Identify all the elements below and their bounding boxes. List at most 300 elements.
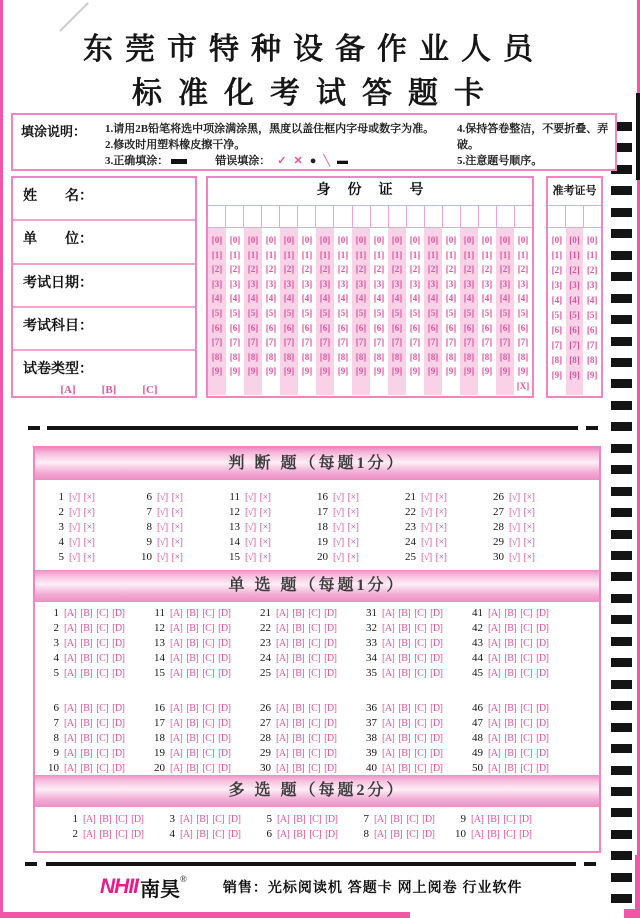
digit-bubble[interactable]: [4] [319,293,331,304]
answer-bubble[interactable]: [B] [80,748,93,759]
answer-bubble[interactable]: [D] [112,623,125,634]
answer-bubble[interactable]: [√] [421,492,432,503]
digit-bubble[interactable]: [9] [229,366,241,377]
digit-bubble[interactable]: [6] [319,322,331,333]
answer-bubble[interactable]: [B] [390,814,403,825]
digit-bubble[interactable]: [5] [229,307,241,318]
answer-bubble[interactable]: [×] [347,537,359,548]
digit-bubble[interactable]: [5] [427,307,439,318]
digit-bubble[interactable]: [1] [463,249,475,260]
digit-bubble[interactable]: [2] [301,264,313,275]
answer-bubble[interactable]: [C] [414,608,427,619]
answer-bubble[interactable]: [A] [488,733,501,744]
digit-bubble[interactable]: [8] [463,351,475,362]
digit-bubble[interactable]: [2] [265,264,277,275]
digit-bubble[interactable]: [5] [337,307,349,318]
answer-bubble[interactable]: [D] [324,748,337,759]
digit-bubble[interactable]: [9] [319,366,331,377]
answer-bubble[interactable]: [A] [488,718,501,729]
answer-bubble[interactable]: [C] [414,733,427,744]
id-write-cell[interactable] [208,206,225,227]
answer-bubble[interactable]: [√] [157,507,168,518]
digit-bubble[interactable]: [9] [445,366,457,377]
answer-bubble[interactable]: [C] [308,638,321,649]
answer-bubble[interactable]: [A] [277,814,290,825]
id-write-cell[interactable] [460,206,478,227]
answer-bubble[interactable]: [B] [292,718,305,729]
digit-bubble[interactable]: [6] [301,322,313,333]
answer-bubble[interactable]: [A] [83,829,96,840]
digit-bubble[interactable]: [6] [211,322,223,333]
digit-bubble[interactable]: [8] [551,355,563,365]
answer-bubble[interactable]: [D] [519,814,532,825]
answer-bubble[interactable]: [D] [536,748,549,759]
digit-bubble[interactable]: [5] [283,307,295,318]
digit-bubble[interactable]: [5] [247,307,259,318]
digit-bubble[interactable]: [8] [283,351,295,362]
digit-bubble[interactable]: [7] [551,340,563,350]
digit-bubble[interactable]: [3] [373,278,385,289]
digit-bubble[interactable]: [1] [586,250,598,260]
digit-bubble[interactable]: [2] [229,264,241,275]
digit-bubble[interactable]: [9] [481,366,493,377]
answer-bubble[interactable]: [√] [509,492,520,503]
answer-bubble[interactable]: [D] [430,623,443,634]
digit-bubble[interactable]: [2] [517,264,529,275]
answer-bubble[interactable]: [B] [487,829,500,840]
answer-bubble[interactable]: [D] [536,763,549,774]
answer-bubble[interactable]: [D] [430,638,443,649]
digit-bubble[interactable]: [7] [337,337,349,348]
answer-bubble[interactable]: [A] [170,718,183,729]
answer-bubble[interactable]: [D] [422,829,435,840]
answer-bubble[interactable]: [D] [218,623,231,634]
digit-bubble[interactable]: [1] [265,249,277,260]
answer-bubble[interactable]: [√] [245,552,256,563]
answer-bubble[interactable]: [A] [382,638,395,649]
digit-bubble[interactable]: [3] [569,280,580,290]
answer-bubble[interactable]: [D] [325,829,338,840]
answer-bubble[interactable]: [D] [112,718,125,729]
digit-bubble[interactable]: [5] [391,307,403,318]
answer-bubble[interactable]: [×] [83,552,95,563]
answer-bubble[interactable]: [A] [64,748,77,759]
digit-bubble[interactable]: [3] [265,278,277,289]
digit-bubble[interactable]: [7] [499,337,511,348]
digit-bubble[interactable]: [8] [355,351,367,362]
answer-bubble[interactable]: [B] [186,703,199,714]
answer-bubble[interactable]: [D] [112,748,125,759]
answer-bubble[interactable]: [B] [398,608,411,619]
answer-bubble[interactable]: [D] [324,623,337,634]
answer-bubble[interactable]: [C] [414,653,427,664]
answer-bubble[interactable]: [A] [180,829,193,840]
answer-bubble[interactable]: [A] [374,814,387,825]
digit-bubble[interactable]: [0] [499,235,511,245]
answer-bubble[interactable]: [×] [435,492,447,503]
digit-bubble[interactable]: [7] [301,337,313,348]
digit-bubble[interactable]: [5] [265,307,277,318]
answer-bubble[interactable]: [C] [96,763,109,774]
id-write-cell[interactable] [261,206,279,227]
answer-bubble[interactable]: [D] [218,703,231,714]
digit-bubble[interactable]: [1] [229,249,241,260]
answer-bubble[interactable]: [√] [421,507,432,518]
digit-bubble[interactable]: [1] [427,249,439,260]
digit-bubble[interactable]: [1] [247,249,259,260]
answer-bubble[interactable]: [A] [488,623,501,634]
answer-bubble[interactable]: [D] [218,763,231,774]
answer-bubble[interactable]: [D] [218,668,231,679]
digit-bubble[interactable]: [6] [283,322,295,333]
answer-bubble[interactable]: [D] [218,653,231,664]
answer-bubble[interactable]: [A] [276,733,289,744]
digit-bubble[interactable]: [9] [211,366,223,377]
answer-bubble[interactable]: [√] [245,522,256,533]
digit-bubble[interactable]: [3] [586,280,598,290]
digit-bubble[interactable]: [9] [551,370,563,380]
answer-bubble[interactable]: [A] [471,829,484,840]
answer-bubble[interactable]: [A] [170,638,183,649]
digit-bubble[interactable]: [6] [551,325,563,335]
digit-bubble[interactable]: [7] [211,337,223,348]
digit-bubble[interactable]: [9] [409,366,421,377]
digit-bubble[interactable]: [3] [481,278,493,289]
answer-bubble[interactable]: [A] [64,668,77,679]
digit-bubble[interactable]: [5] [481,307,493,318]
digit-bubble[interactable]: [4] [586,295,598,305]
answer-bubble[interactable]: [B] [80,623,93,634]
paper-type-bubble[interactable]: [B] [101,384,117,396]
answer-bubble[interactable]: [×] [259,507,271,518]
digit-bubble[interactable]: [8] [301,351,313,362]
answer-bubble[interactable]: [B] [398,763,411,774]
digit-bubble[interactable]: [3] [517,278,529,289]
answer-bubble[interactable]: [×] [523,537,535,548]
digit-bubble[interactable]: [0] [551,235,563,245]
digit-bubble[interactable]: [7] [355,337,367,348]
digit-bubble[interactable]: [2] [427,264,439,275]
answer-bubble[interactable]: [B] [292,703,305,714]
digit-bubble[interactable]: [6] [586,325,598,335]
digit-bubble[interactable]: [1] [569,250,580,260]
digit-bubble[interactable]: [1] [373,249,385,260]
answer-bubble[interactable]: [A] [170,703,183,714]
answer-bubble[interactable]: [B] [196,814,209,825]
answer-bubble[interactable]: [×] [523,492,535,503]
digit-bubble[interactable]: [7] [391,337,403,348]
answer-bubble[interactable]: [C] [202,638,215,649]
answer-bubble[interactable]: [√] [333,492,344,503]
answer-bubble[interactable]: [×] [523,552,535,563]
answer-bubble[interactable]: [C] [406,814,419,825]
digit-bubble[interactable]: [7] [481,337,493,348]
answer-bubble[interactable]: [√] [333,507,344,518]
answer-bubble[interactable]: [C] [202,703,215,714]
digit-bubble[interactable]: [1] [481,249,493,260]
answer-bubble[interactable]: [A] [276,608,289,619]
digit-bubble[interactable]: [8] [499,351,511,362]
answer-bubble[interactable]: [×] [435,507,447,518]
digit-bubble[interactable]: [6] [517,322,529,333]
digit-bubble[interactable]: [9] [391,366,403,377]
id-write-cell[interactable] [370,206,388,227]
digit-bubble[interactable]: [6] [391,322,403,333]
answer-bubble[interactable]: [A] [382,763,395,774]
answer-bubble[interactable]: [A] [382,703,395,714]
answer-bubble[interactable]: [C] [96,623,109,634]
digit-bubble[interactable]: [4] [409,293,421,304]
answer-bubble[interactable]: [A] [382,748,395,759]
answer-bubble[interactable]: [√] [421,522,432,533]
answer-bubble[interactable]: [B] [196,829,209,840]
answer-bubble[interactable]: [C] [202,668,215,679]
answer-bubble[interactable]: [B] [504,733,517,744]
answer-bubble[interactable]: [A] [276,623,289,634]
digit-bubble[interactable]: [9] [463,366,475,377]
answer-bubble[interactable]: [B] [504,763,517,774]
answer-bubble[interactable]: [B] [80,608,93,619]
answer-bubble[interactable]: [B] [292,638,305,649]
digit-bubble[interactable]: [0] [265,235,277,245]
answer-bubble[interactable]: [B] [293,829,306,840]
answer-bubble[interactable]: [C] [96,653,109,664]
answer-bubble[interactable]: [C] [503,814,516,825]
digit-bubble[interactable]: [3] [229,278,241,289]
answer-bubble[interactable]: [D] [228,814,241,825]
answer-bubble[interactable]: [B] [80,733,93,744]
answer-bubble[interactable]: [B] [292,763,305,774]
digit-bubble[interactable]: [1] [283,249,295,260]
digit-bubble[interactable]: [8] [373,351,385,362]
answer-bubble[interactable]: [B] [186,638,199,649]
digit-bubble[interactable]: [2] [373,264,385,275]
digit-bubble[interactable]: [3] [337,278,349,289]
digit-bubble[interactable]: [1] [499,249,511,260]
digit-bubble[interactable]: [4] [445,293,457,304]
answer-bubble[interactable]: [D] [324,608,337,619]
digit-bubble[interactable]: [1] [517,249,529,260]
answer-bubble[interactable]: [B] [398,623,411,634]
answer-bubble[interactable]: [D] [536,718,549,729]
answer-bubble[interactable]: [×] [171,522,183,533]
answer-bubble[interactable]: [D] [112,653,125,664]
answer-bubble[interactable]: [B] [292,623,305,634]
answer-bubble[interactable]: [×] [347,492,359,503]
digit-bubble[interactable]: [2] [247,264,259,275]
answer-bubble[interactable]: [A] [170,733,183,744]
digit-bubble[interactable]: [6] [445,322,457,333]
answer-bubble[interactable]: [C] [520,718,533,729]
digit-bubble[interactable]: [8] [586,355,598,365]
answer-bubble[interactable]: [D] [218,718,231,729]
answer-bubble[interactable]: [C] [520,733,533,744]
answer-bubble[interactable]: [×] [83,507,95,518]
answer-bubble[interactable]: [D] [430,653,443,664]
answer-bubble[interactable]: [C] [520,703,533,714]
digit-bubble[interactable]: [3] [409,278,421,289]
answer-bubble[interactable]: [D] [430,718,443,729]
answer-bubble[interactable]: [B] [292,653,305,664]
digit-bubble[interactable]: [0] [409,235,421,245]
digit-bubble[interactable]: [9] [247,366,259,377]
id-write-cell[interactable] [297,206,315,227]
answer-bubble[interactable]: [B] [390,829,403,840]
digit-bubble[interactable]: [7] [283,337,295,348]
id-write-cell[interactable] [388,206,406,227]
answer-bubble[interactable]: [A] [488,608,501,619]
digit-bubble[interactable]: [8] [247,351,259,362]
answer-bubble[interactable]: [C] [414,703,427,714]
answer-bubble[interactable]: [D] [324,718,337,729]
answer-bubble[interactable]: [C] [308,748,321,759]
digit-bubble[interactable]: [5] [463,307,475,318]
digit-bubble[interactable]: [6] [499,322,511,333]
digit-bubble[interactable]: [0] [301,235,313,245]
id-write-cell[interactable] [424,206,442,227]
answer-bubble[interactable]: [A] [277,829,290,840]
digit-bubble[interactable]: [7] [427,337,439,348]
answer-bubble[interactable]: [B] [186,763,199,774]
digit-bubble[interactable]: [1] [301,249,313,260]
answer-bubble[interactable]: [×] [259,537,271,548]
digit-bubble[interactable]: [9] [301,366,313,377]
answer-bubble[interactable]: [C] [96,748,109,759]
digit-bubble[interactable]: [8] [211,351,223,362]
id-write-cell[interactable] [279,206,297,227]
digit-bubble[interactable]: [9] [569,370,580,380]
answer-bubble[interactable]: [C] [202,718,215,729]
id-write-cell[interactable] [514,206,532,227]
digit-bubble[interactable]: [6] [409,322,421,333]
answer-bubble[interactable]: [D] [131,829,144,840]
answer-bubble[interactable]: [×] [171,552,183,563]
digit-bubble[interactable]: [9] [586,370,598,380]
answer-bubble[interactable]: [×] [171,507,183,518]
answer-bubble[interactable]: [B] [504,748,517,759]
digit-bubble[interactable]: [6] [569,325,580,335]
digit-bubble[interactable]: [7] [463,337,475,348]
answer-bubble[interactable]: [A] [64,653,77,664]
digit-bubble[interactable]: [4] [463,293,475,304]
id-write-cell[interactable] [478,206,496,227]
digit-bubble[interactable]: [4] [355,293,367,304]
answer-bubble[interactable]: [B] [80,638,93,649]
digit-bubble[interactable]: [8] [517,351,529,362]
answer-bubble[interactable]: [A] [170,748,183,759]
digit-bubble[interactable]: [4] [551,295,563,305]
digit-bubble[interactable]: [2] [355,264,367,275]
answer-bubble[interactable]: [B] [504,703,517,714]
digit-bubble[interactable]: [0] [569,235,580,245]
digit-bubble[interactable]: [0] [463,235,475,245]
digit-bubble[interactable]: [2] [551,265,563,275]
digit-bubble[interactable]: [2] [337,264,349,275]
digit-bubble[interactable]: [5] [551,310,563,320]
digit-bubble[interactable]: [2] [499,264,511,275]
answer-bubble[interactable]: [B] [186,608,199,619]
answer-bubble[interactable]: [×] [259,522,271,533]
answer-bubble[interactable]: [A] [382,623,395,634]
answer-bubble[interactable]: [B] [504,638,517,649]
answer-bubble[interactable]: [B] [80,703,93,714]
digit-bubble[interactable]: [0] [319,235,331,245]
answer-bubble[interactable]: [C] [520,763,533,774]
digit-bubble[interactable]: [4] [265,293,277,304]
digit-bubble[interactable]: [1] [337,249,349,260]
id-write-cell[interactable] [225,206,243,227]
answer-bubble[interactable]: [A] [276,703,289,714]
digit-bubble[interactable]: [9] [265,366,277,377]
answer-bubble[interactable]: [C] [202,608,215,619]
answer-bubble[interactable]: [D] [112,608,125,619]
answer-bubble[interactable]: [C] [503,829,516,840]
answer-bubble[interactable]: [×] [171,537,183,548]
answer-bubble[interactable]: [B] [398,653,411,664]
answer-bubble[interactable]: [C] [414,718,427,729]
digit-bubble[interactable]: [5] [211,307,223,318]
answer-bubble[interactable]: [×] [347,507,359,518]
digit-bubble[interactable]: [4] [569,295,580,305]
answer-bubble[interactable]: [A] [64,623,77,634]
x-digit-bubble[interactable]: [X] [516,380,530,391]
digit-bubble[interactable]: [5] [569,310,580,320]
answer-bubble[interactable]: [D] [422,814,435,825]
answer-bubble[interactable]: [A] [64,763,77,774]
digit-bubble[interactable]: [0] [247,235,259,245]
digit-bubble[interactable]: [0] [445,235,457,245]
digit-bubble[interactable]: [8] [569,355,580,365]
answer-bubble[interactable]: [C] [520,608,533,619]
answer-bubble[interactable]: [×] [523,522,535,533]
digit-bubble[interactable]: [7] [569,340,580,350]
answer-bubble[interactable]: [B] [398,638,411,649]
answer-bubble[interactable]: [B] [504,608,517,619]
answer-bubble[interactable]: [D] [536,733,549,744]
answer-bubble[interactable]: [D] [430,668,443,679]
ticket-write-cell[interactable] [583,206,601,227]
answer-bubble[interactable]: [C] [414,623,427,634]
answer-bubble[interactable]: [B] [186,653,199,664]
answer-bubble[interactable]: [D] [536,653,549,664]
id-write-cell[interactable] [333,206,351,227]
answer-bubble[interactable]: [A] [488,638,501,649]
digit-bubble[interactable]: [9] [355,366,367,377]
digit-bubble[interactable]: [3] [247,278,259,289]
digit-bubble[interactable]: [4] [247,293,259,304]
answer-bubble[interactable]: [√] [333,522,344,533]
answer-bubble[interactable]: [D] [325,814,338,825]
answer-bubble[interactable]: [×] [435,537,447,548]
answer-bubble[interactable]: [D] [131,814,144,825]
answer-bubble[interactable]: [D] [112,703,125,714]
answer-bubble[interactable]: [C] [96,608,109,619]
answer-bubble[interactable]: [C] [96,733,109,744]
answer-bubble[interactable]: [B] [504,623,517,634]
answer-bubble[interactable]: [C] [414,748,427,759]
answer-bubble[interactable]: [C] [414,668,427,679]
answer-bubble[interactable]: [√] [421,552,432,563]
answer-bubble[interactable]: [A] [276,638,289,649]
answer-bubble[interactable]: [C] [212,829,225,840]
answer-bubble[interactable]: [D] [112,638,125,649]
answer-bubble[interactable]: [√] [333,552,344,563]
answer-bubble[interactable]: [B] [398,668,411,679]
answer-bubble[interactable]: [B] [293,814,306,825]
digit-bubble[interactable]: [7] [265,337,277,348]
digit-bubble[interactable]: [6] [427,322,439,333]
digit-bubble[interactable]: [3] [445,278,457,289]
